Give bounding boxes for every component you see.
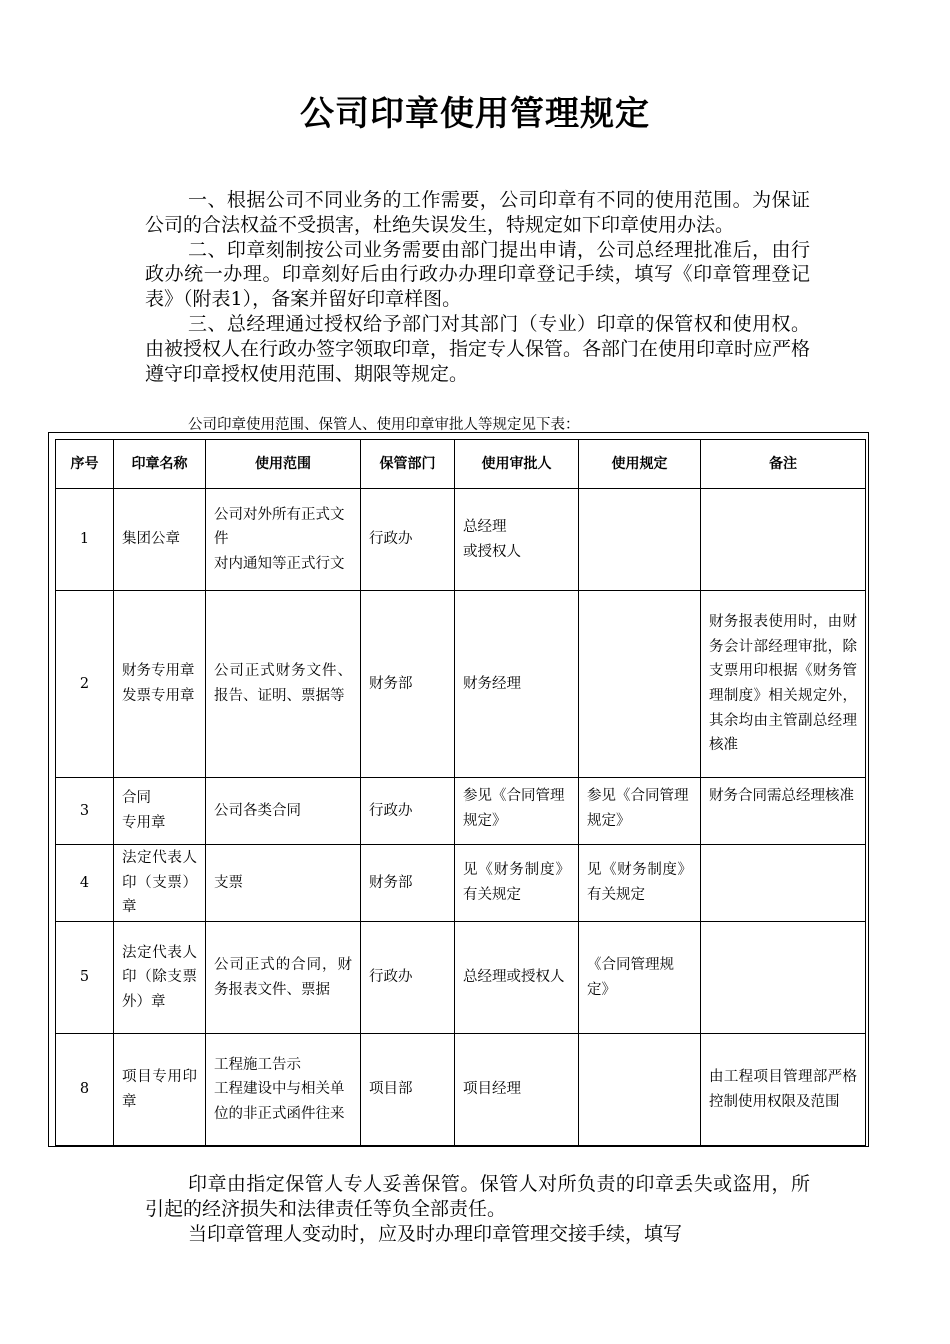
cell-seal-name: 项目专用印章 <box>114 1034 206 1146</box>
header-approver: 使用审批人 <box>455 440 579 489</box>
cell-usage-rule <box>579 1034 701 1146</box>
cell-seal-name: 法定代表人印（除支票外）章 <box>114 922 206 1034</box>
table-row <box>56 778 866 845</box>
cell-seal-name: 法定代表人印（支票）章 <box>114 845 206 922</box>
cell-custodian-dept: 行政办 <box>361 489 455 591</box>
cell-approver: 总经理或授权人 <box>455 922 579 1034</box>
cell-usage-rule: 参见《合同管理规定》 <box>579 778 701 845</box>
cell-remarks <box>701 489 866 591</box>
table-row <box>56 845 866 922</box>
header-index: 序号 <box>56 440 114 489</box>
cell-seal-name: 集团公章 <box>114 489 206 591</box>
intro-paragraph-2: 二、印章刻制按公司业务需要由部门提出申请，公司总经理批准后，由行政办统一办理。印章刻好后由行政办办理印章登记手续，填写《印章管理登记表》（附表1），备案并留好印章样图。 <box>145 238 810 311</box>
cell-approver: 参见《合同管理规定》 <box>455 778 579 845</box>
cell-custodian-dept: 财务部 <box>361 591 455 778</box>
intro-paragraph-1: 一、根据公司不同业务的工作需要，公司印章有不同的使用范围。为保证公司的合法权益不受损害，杜绝失误发生，特规定如下印章使用办法。 <box>145 189 810 236</box>
table-row <box>56 1034 866 1146</box>
header-usage-rule: 使用规定 <box>579 440 701 489</box>
cell-remarks: 财务合同需总经理核准 <box>701 778 866 845</box>
header-seal-name: 印章名称 <box>114 440 206 489</box>
cell-seal-name: 合同 专用章 <box>114 778 206 845</box>
cell-index: 1 <box>56 489 114 591</box>
cell-usage-rule: 《合同管理规定》 <box>579 922 701 1034</box>
cell-remarks: 由工程项目管理部严格控制使用权限及范围 <box>701 1034 866 1146</box>
table-header-row <box>56 440 866 489</box>
table-caption: 公司印章使用范围、保管人、使用印章审批人等规定见下表： <box>188 417 580 433</box>
closing-paragraph-2: 当印章管理人变动时，应及时办理印章管理交接手续，填写 <box>188 1222 683 1245</box>
cell-scope: 支票 <box>206 845 361 922</box>
cell-scope: 公司对外所有正式文件 对内通知等正式行文 <box>206 489 361 591</box>
intro-paragraph-3: 三、总经理通过授权给予部门对其部门（专业）印章的保管权和使用权。由被授权人在行政办签字领取印章，指定专人保管。各部门在使用印章时应严格遵守印章授权使用范围、期限等规定。 <box>145 312 811 385</box>
cell-approver: 项目经理 <box>455 1034 579 1146</box>
cell-approver: 财务经理 <box>455 591 579 778</box>
closing-paragraph-1: 印章由指定保管人专人妥善保管。保管人对所负责的印章丢失或盗用，所引起的经济损失和法律责任等负全部责任。 <box>145 1173 810 1220</box>
table-row <box>56 922 866 1034</box>
cell-scope: 公司正式的合同，财务报表文件、票据 <box>206 922 361 1034</box>
seal-table-frame <box>48 432 869 1147</box>
cell-index: 2 <box>56 591 114 778</box>
table-row <box>56 489 866 591</box>
cell-scope: 公司正式财务文件、报告、证明、票据等 <box>206 591 361 778</box>
cell-index: 3 <box>56 778 114 845</box>
cell-remarks <box>701 845 866 922</box>
header-scope: 使用范围 <box>206 440 361 489</box>
header-remarks: 备注 <box>701 440 866 489</box>
cell-custodian-dept: 行政办 <box>361 922 455 1034</box>
document-title: 公司印章使用管理规定 <box>300 94 650 134</box>
cell-usage-rule <box>579 489 701 591</box>
cell-scope: 公司各类合同 <box>206 778 361 845</box>
cell-approver: 见《财务制度》有关规定 <box>455 845 579 922</box>
header-custodian-dept: 保管部门 <box>361 440 455 489</box>
intro-section <box>145 188 810 386</box>
cell-custodian-dept: 财务部 <box>361 845 455 922</box>
cell-usage-rule: 见《财务制度》有关规定 <box>579 845 701 922</box>
cell-remarks <box>701 922 866 1034</box>
cell-scope: 工程施工告示 工程建设中与相关单位的非正式函件往来 <box>206 1034 361 1146</box>
cell-index: 4 <box>56 845 114 922</box>
cell-seal-name: 财务专用章 发票专用章 <box>114 591 206 778</box>
cell-index: 8 <box>56 1034 114 1146</box>
cell-custodian-dept: 项目部 <box>361 1034 455 1146</box>
cell-usage-rule <box>579 591 701 778</box>
table-row <box>56 591 866 778</box>
seal-usage-table <box>55 439 866 1146</box>
cell-approver: 总经理 或授权人 <box>455 489 579 591</box>
cell-index: 5 <box>56 922 114 1034</box>
cell-remarks: 财务报表使用时，由财务会计部经理审批，除支票用印根据《财务管理制度》相关规定外，其余均由主管副总经理核准 <box>701 591 866 778</box>
closing-section <box>145 1172 810 1246</box>
cell-custodian-dept: 行政办 <box>361 778 455 845</box>
